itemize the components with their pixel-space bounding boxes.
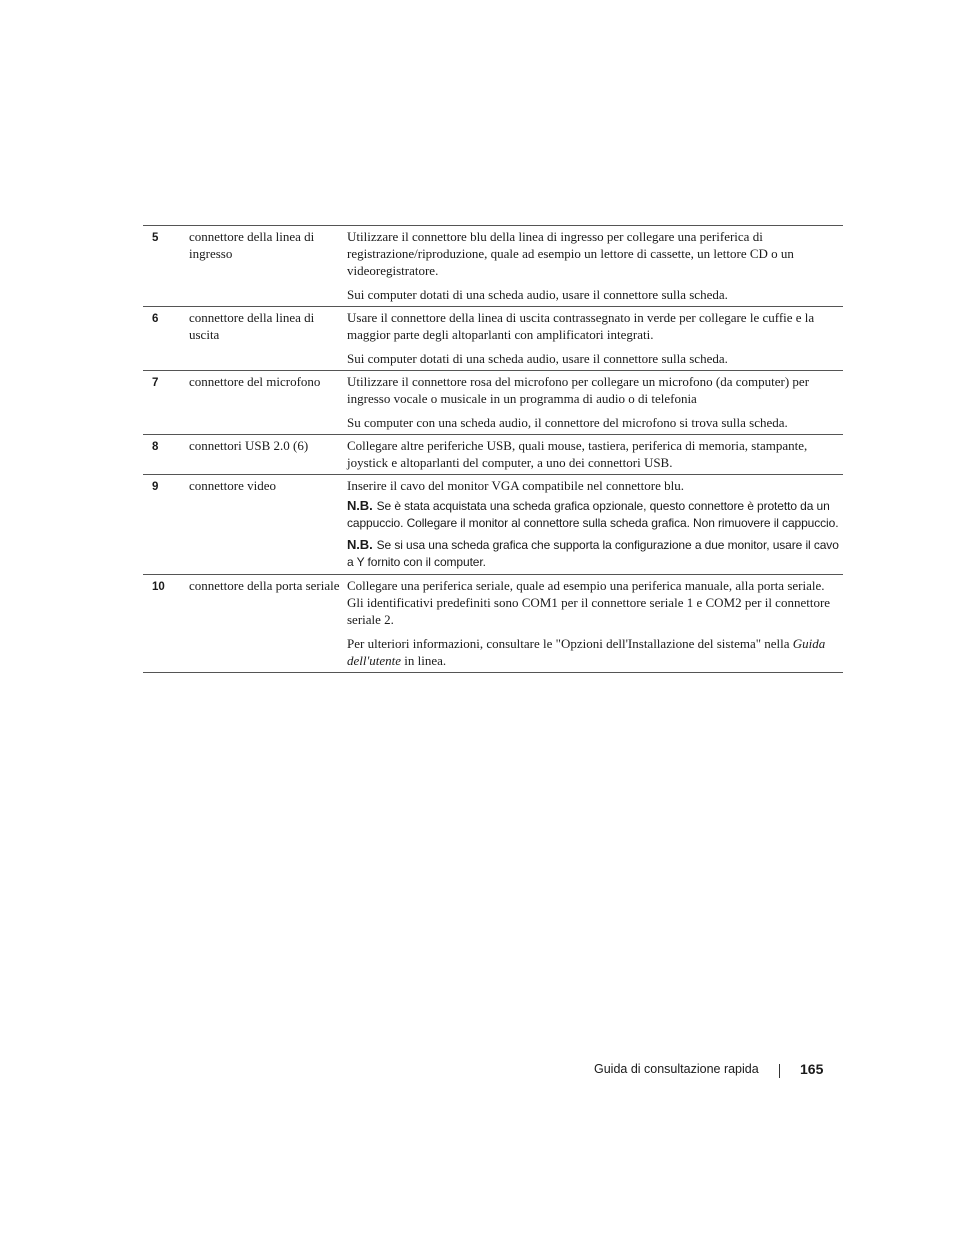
page-footer — [0, 1062, 954, 1082]
row-number: 6 — [152, 313, 159, 325]
row-number: 9 — [152, 481, 159, 493]
row-number: 5 — [152, 232, 159, 244]
footer-title: Guida di consultazione rapida — [594, 1062, 759, 1076]
description-paragraph: Inserire il cavo del monitor VGA compatibile nel connettore blu. — [347, 478, 684, 493]
note-label: N.B. — [347, 537, 373, 552]
note-label: N.B. — [347, 498, 373, 513]
description-paragraph: Collegare una periferica seriale, quale ad esempio una periferica manuale, alla porta seriale. Gli identificativi predefiniti sono COM1 per il connettore seriale 1 e COM2 per il connettore seriale 2. — [347, 578, 831, 627]
connector-name: connettore del microfono — [189, 374, 321, 389]
description-paragraph: Sui computer dotati di una scheda audio, usare il connettore sulla scheda. — [347, 287, 728, 302]
connector-description — [347, 575, 843, 673]
text-run: in linea. — [401, 653, 447, 668]
table-row — [143, 371, 843, 435]
description-paragraph: Usare il connettore della linea di uscita contrassegnato in verde per collegare le cuffie e la maggior parte degli altoparlanti con amplificatori integrati. — [347, 310, 815, 342]
guide-title: Guida dell'utente — [347, 636, 826, 668]
table-row — [143, 475, 843, 575]
note-text: Se si usa una scheda grafica che supporta la configurazione a due monitor, usare il cavo a Y fornito con il computer. — [347, 538, 839, 569]
text-run: Per ulteriori informazioni, consultare le "Opzioni dell'Installazione del sistema" nella — [347, 636, 793, 651]
description-paragraph: Utilizzare il connettore rosa del microfono per collegare un microfono (da computer) per ingresso vocale o musicale in un programma di audio o di telefonia — [347, 374, 810, 406]
connector-description — [347, 475, 843, 575]
description-paragraph: Utilizzare il connettore blu della linea di ingresso per collegare una periferica di registrazione/riproduzione, quale ad esempio un lettore di cassette, un lettore CD o un videoregistratore. — [347, 229, 794, 278]
row-number: 7 — [152, 377, 159, 389]
connector-name: connettore della porta seriale — [189, 578, 340, 593]
note — [347, 536, 843, 571]
description-paragraph: Su computer con una scheda audio, il connettore del microfono si trova sulla scheda. — [347, 415, 788, 430]
note-text: Se è stata acquistata una scheda grafica opzionale, questo connettore è protetto da un cappuccio. Collegare il monitor al connettore sulla scheda grafica. Non rimuovere il cappuccio. — [347, 499, 839, 530]
connector-name: connettori USB 2.0 (6) — [189, 438, 309, 453]
footer-divider — [779, 1064, 780, 1078]
connector-name: connettore video — [189, 478, 276, 493]
description-paragraph: Collegare altre periferiche USB, quali mouse, tastiera, periferica di memoria, stampante, joystick e altoparlanti del computer, a uno dei connettori USB. — [347, 438, 808, 470]
table-row — [143, 226, 843, 307]
connector-description — [347, 435, 843, 475]
connector-name: connettore della linea di uscita — [189, 310, 315, 342]
connector-description — [347, 307, 843, 371]
row-number: 10 — [152, 581, 165, 593]
description-paragraph — [347, 635, 843, 669]
table-row — [143, 575, 843, 673]
connector-name: connettore della linea di ingresso — [189, 229, 315, 261]
connector-description — [347, 226, 843, 307]
description-paragraph: Sui computer dotati di una scheda audio, usare il connettore sulla scheda. — [347, 351, 728, 366]
row-number: 8 — [152, 441, 159, 453]
connector-table — [143, 225, 843, 673]
table-row — [143, 435, 843, 475]
page-number: 165 — [800, 1061, 824, 1077]
note — [347, 497, 843, 532]
table-row — [143, 307, 843, 371]
connector-description — [347, 371, 843, 435]
